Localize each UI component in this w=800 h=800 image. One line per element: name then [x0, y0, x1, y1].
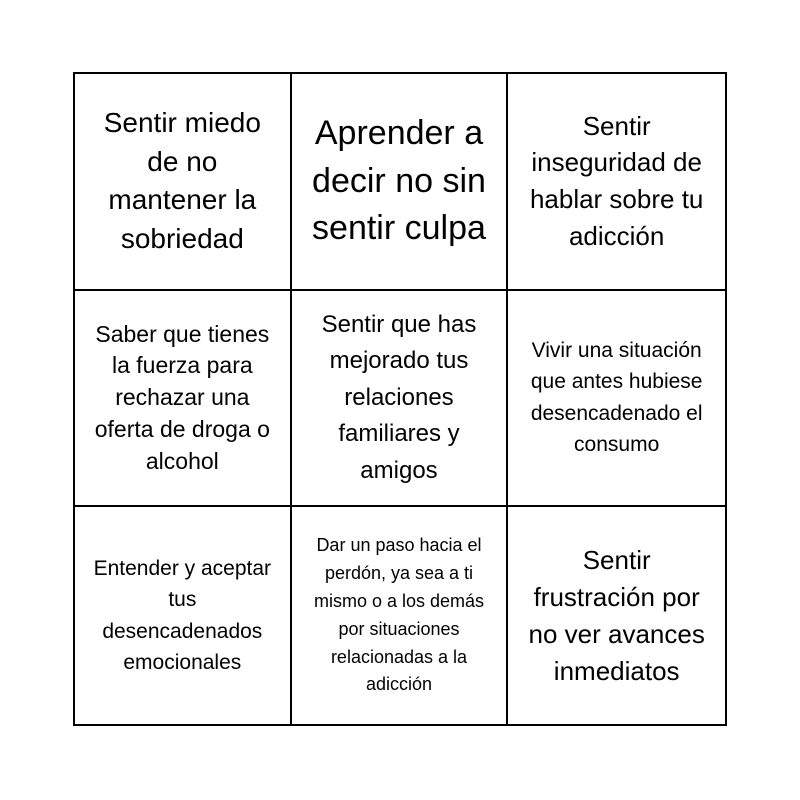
- bingo-cell-text: Sentir inseguridad de hablar sobre tu adicción: [529, 110, 704, 252]
- bingo-cell[interactable]: [508, 507, 725, 724]
- bingo-cell[interactable]: [75, 507, 292, 724]
- bingo-cell-text: Sentir frustración por no ver avances inmediatos: [528, 544, 705, 686]
- bingo-cell[interactable]: [508, 74, 725, 291]
- bingo-cell-text: Dar un paso hacia el perdón, ya sea a ti mismo o a los demás por situaciones relacionadas a la adicción: [313, 534, 485, 695]
- bingo-cell[interactable]: [292, 507, 509, 724]
- bingo-card: [73, 72, 727, 726]
- bingo-cell-text: Sentir que has mejorado tus relaciones familiares y amigos: [321, 310, 477, 484]
- bingo-cell-text: Entender y aceptar tus desencadenados emocionales: [93, 556, 272, 675]
- bingo-cell[interactable]: [292, 291, 509, 508]
- bingo-cell[interactable]: [75, 74, 292, 291]
- bingo-cell[interactable]: [508, 291, 725, 508]
- bingo-cell[interactable]: [292, 74, 509, 291]
- bingo-cell-text: Vivir una situación que antes hubiese desencadenado el consumo: [530, 338, 703, 457]
- bingo-cell[interactable]: [75, 291, 292, 508]
- bingo-cell-text: Aprender a decir no sin sentir culpa: [312, 113, 486, 248]
- bingo-cell-text: Saber que tienes la fuerza para rechazar una oferta de droga o alcohol: [94, 320, 270, 474]
- bingo-cell-text: Sentir miedo de no mantener la sobriedad: [103, 107, 261, 254]
